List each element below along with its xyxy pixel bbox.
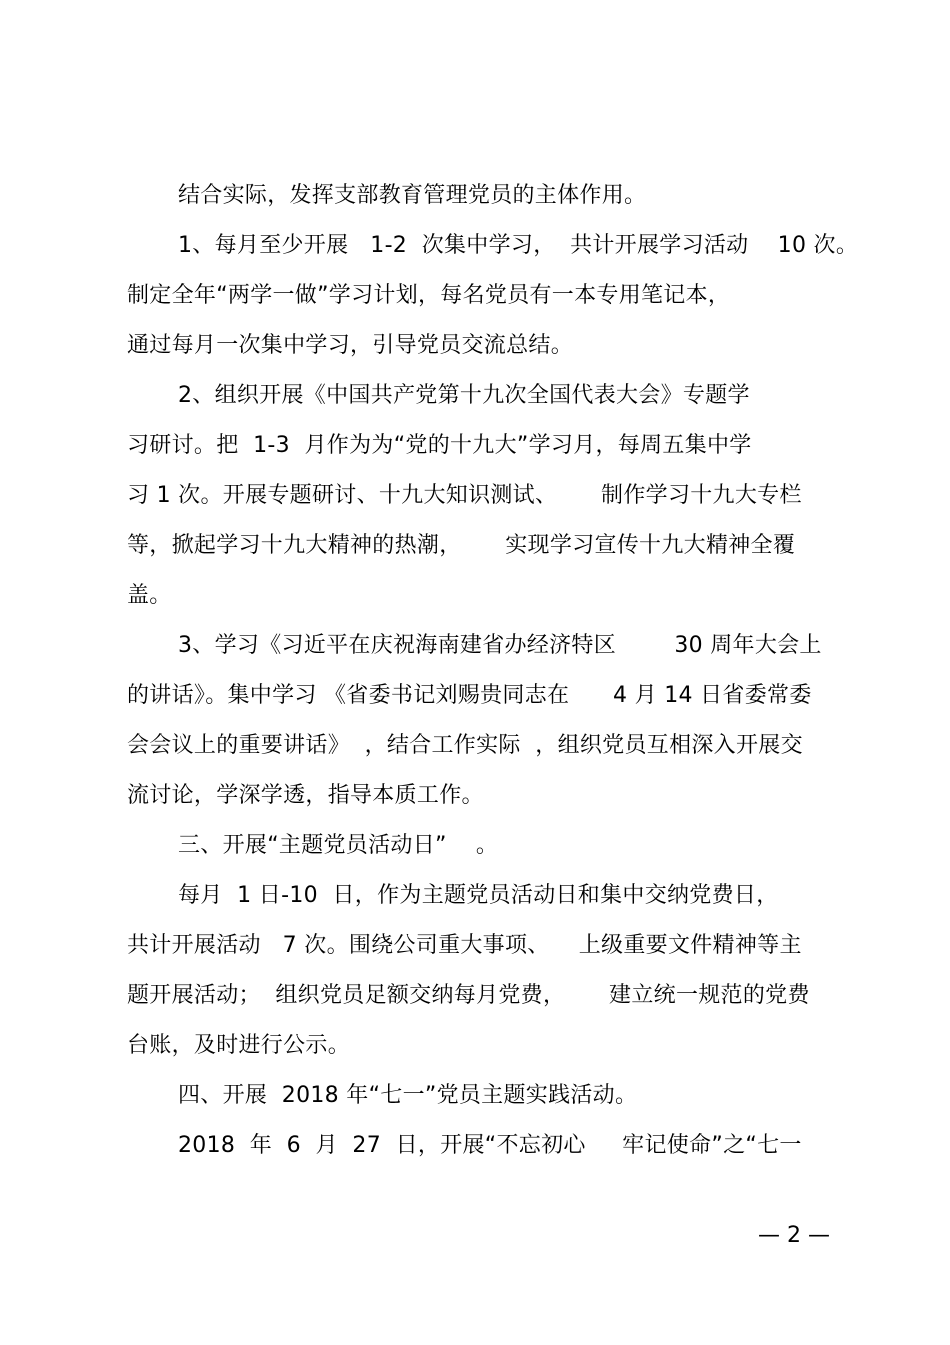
text-line: 1、每月至少开展 1-2 次集中学习， 共计开展学习活动 10 次。 [178,233,859,258]
text-line: 2018 年 6 月 27 日，开展“不忘初心 牢记使命”之“七一 [178,1133,802,1158]
text-line: 2、组织开展《中国共产党第十九次全国代表大会》专题学 [178,383,750,408]
text-line: 流讨论，学深学透，指导本质工作。 [127,783,484,808]
text-line: 题开展活动； 组织党员足额交纳每月党费， 建立统一规范的党费 [127,983,810,1008]
text-line: 习 1 次。开展专题研讨、十九大知识测试、 制作学习十九大专栏 [127,483,802,508]
text-line: 会会议上的重要讲话》 ，结合工作实际 ，组织党员互相深入开展交 [127,733,803,758]
text-line: 的讲话》。集中学习 《省委书记刘赐贵同志在 4 月 14 日省委常委 [127,683,812,708]
text-line: 盖。 [127,583,172,608]
text-line: 等，掀起学习十九大精神的热潮， 实现学习宣传十九大精神全覆 [127,533,796,558]
text-line: 通过每月一次集中学习，引导党员交流总结。 [127,333,574,358]
text-line: 共计开展活动 7 次。围绕公司重大事项、 上级重要文件精神等主 [127,933,802,958]
text-line: 习研讨。把 1-3 月作为为“党的十九大”学习月，每周五集中学 [127,433,752,458]
text-line: 制定全年“两学一做”学习计划，每名党员有一本专用笔记本， [127,283,731,308]
text-line: 台账，及时进行公示。 [127,1033,351,1058]
text-line: 每月 1 日-10 日，作为主题党员活动日和集中交纳党费日， [178,883,779,908]
text-line: 三、开展“主题党员活动日” 。 [178,833,499,858]
page-number: — 2 — [758,1223,830,1248]
text-line: 四、开展 2018 年“七一”党员主题实践活动。 [178,1083,638,1108]
text-line: 3、学习《习近平在庆祝海南建省办经济特区 30 周年大会上 [178,633,822,658]
text-line: 结合实际，发挥支部教育管理党员的主体作用。 [178,183,647,208]
